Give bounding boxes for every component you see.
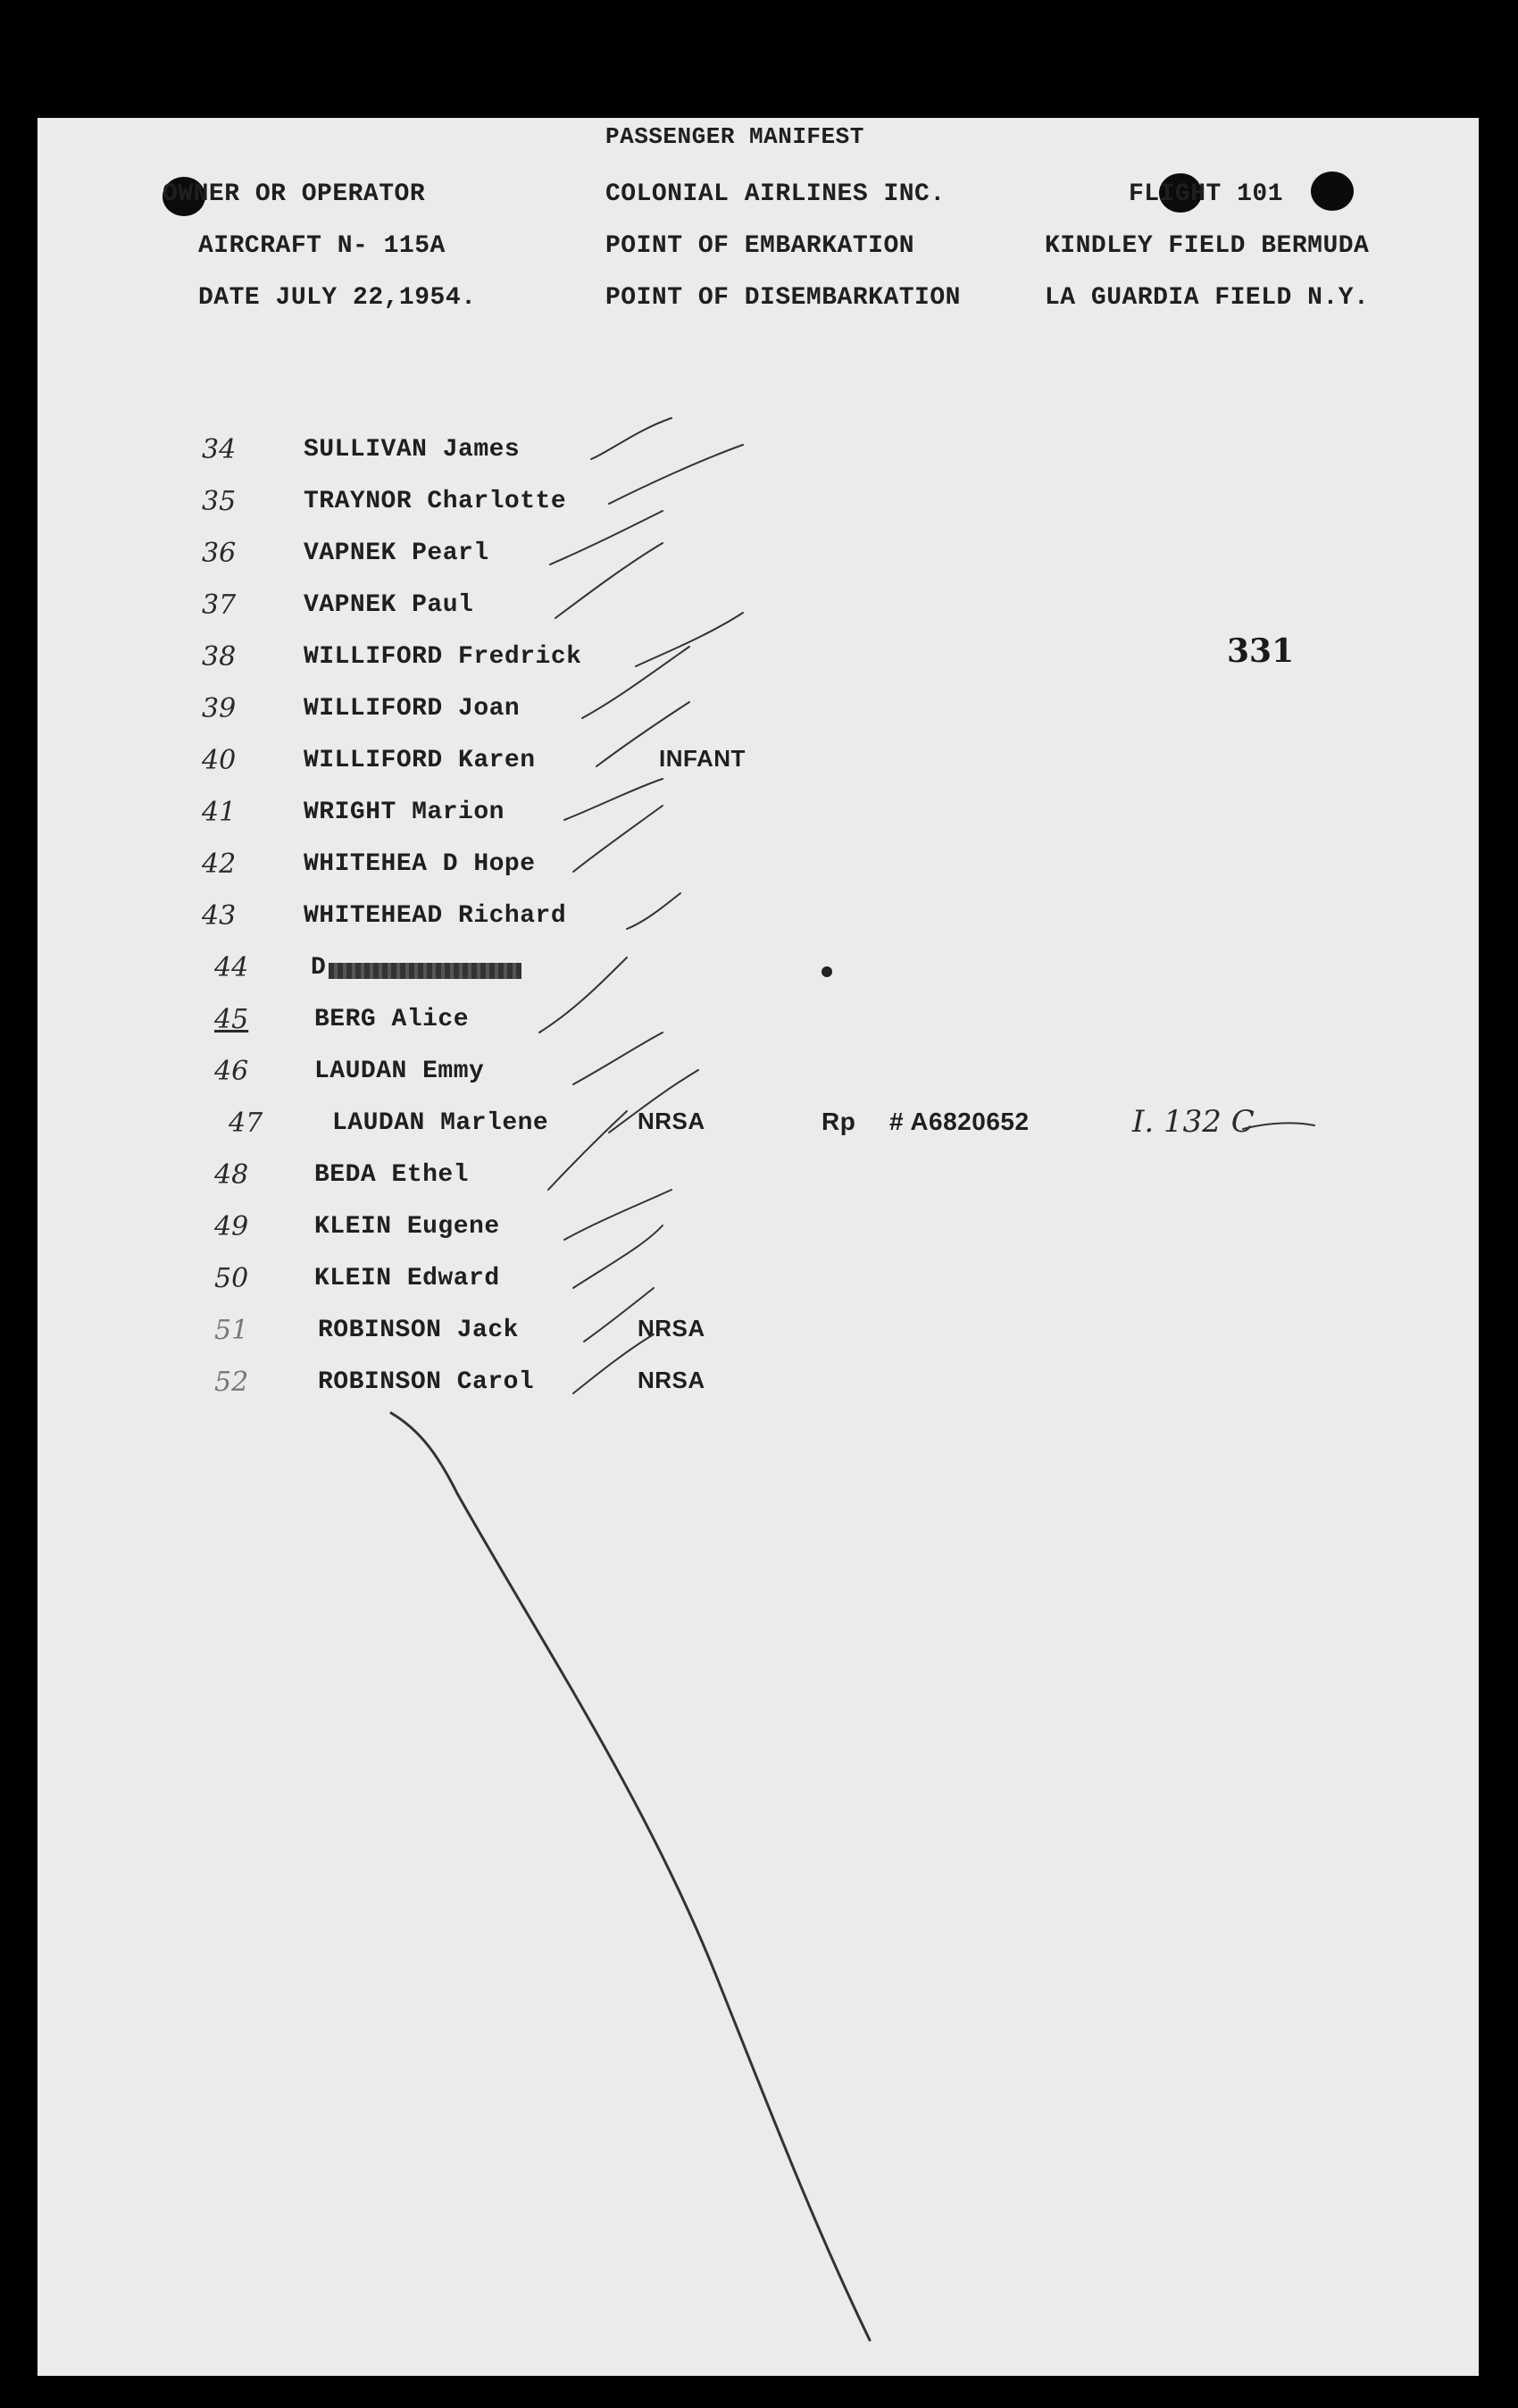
- passenger-name: TRAYNOR Charlotte: [304, 488, 567, 515]
- check-mark-icon: [564, 1190, 671, 1240]
- check-mark-icon: [555, 543, 663, 618]
- row-number: 46: [214, 1056, 249, 1087]
- passenger-name: WILLIFORD Fredrick: [304, 643, 582, 671]
- row-number: 34: [202, 434, 237, 465]
- disembarkation-value: LA GUARDIA FIELD N.Y.: [1045, 284, 1370, 312]
- manifest-date: DATE JULY 22,1954.: [198, 284, 477, 312]
- check-mark-icon: [548, 1111, 627, 1190]
- check-mark-icon: [609, 445, 743, 504]
- passenger-name: ROBINSON Carol: [318, 1368, 535, 1396]
- row-number: 42: [202, 849, 237, 880]
- row-number: 45: [214, 1004, 249, 1035]
- row-number: 48: [214, 1159, 249, 1191]
- passenger-name: SULLIVAN James: [304, 436, 521, 464]
- passport-label: Rp: [822, 1108, 856, 1135]
- passport-number: # A6820652: [889, 1108, 1030, 1135]
- row-number: 51: [214, 1315, 249, 1346]
- check-mark-icon: [573, 1033, 663, 1084]
- passenger-name: LAUDAN Emmy: [314, 1058, 485, 1085]
- row-number: 38: [202, 641, 237, 673]
- row-number: 37: [202, 589, 237, 621]
- row-number: 39: [202, 693, 237, 724]
- pen-marks: [38, 118, 1479, 2376]
- passenger-name: KLEIN Edward: [314, 1265, 500, 1292]
- row-number: 36: [202, 538, 237, 569]
- check-mark-icon: [582, 647, 689, 718]
- flight-number: FLIGHT 101: [1129, 180, 1284, 208]
- check-mark-icon: [573, 1225, 663, 1288]
- long-pen-line: [391, 1413, 870, 2340]
- row-number: 49: [214, 1211, 249, 1242]
- row-number: 52: [214, 1367, 249, 1398]
- passenger-name: LAUDAN Marlene: [332, 1109, 549, 1137]
- check-mark-icon: [550, 511, 663, 564]
- ink-dot: [822, 966, 832, 977]
- passenger-name: VAPNEK Pearl: [304, 539, 489, 567]
- row-number: 43: [202, 900, 237, 932]
- passenger-name: D: [311, 954, 327, 982]
- row-number: 40: [202, 745, 237, 776]
- passenger-note: NRSA: [638, 1315, 705, 1342]
- immigration-code: I. 132 C: [1132, 1104, 1255, 1140]
- page-stamp-number: 331: [1227, 632, 1295, 670]
- embarkation-value: KINDLEY FIELD BERMUDA: [1045, 232, 1370, 260]
- passenger-name: WILLIFORD Joan: [304, 695, 521, 723]
- passenger-name: WILLIFORD Karen: [304, 747, 536, 774]
- check-mark-icon: [539, 957, 627, 1033]
- row-number: 35: [202, 486, 237, 517]
- manifest-title: PASSENGER MANIFEST: [605, 123, 864, 150]
- passenger-name: KLEIN Eugene: [314, 1213, 500, 1241]
- passenger-name: WHITEHEA D Hope: [304, 850, 536, 878]
- passenger-name: WRIGHT Marion: [304, 798, 505, 826]
- passenger-name: VAPNEK Paul: [304, 591, 474, 619]
- passenger-name: BERG Alice: [314, 1006, 470, 1033]
- check-mark-icon: [564, 779, 663, 820]
- passenger-name: WHITEHEAD Richard: [304, 902, 567, 930]
- owner-value: COLONIAL AIRLINES INC.: [605, 180, 946, 208]
- row-number: 50: [214, 1263, 249, 1294]
- passenger-note: NRSA: [638, 1367, 705, 1393]
- owner-label: OWNER OR OPERATOR: [163, 180, 426, 208]
- check-mark-icon: [627, 893, 680, 929]
- aircraft: AIRCRAFT N- 115A: [198, 232, 446, 260]
- redacted-name: [329, 963, 521, 979]
- check-mark-icon: [636, 613, 743, 666]
- manifest-page: [38, 118, 1479, 2376]
- passenger-note: NRSA: [638, 1108, 705, 1134]
- check-mark-icon: [591, 418, 671, 459]
- row-number: 41: [202, 797, 237, 828]
- embarkation-label: POINT OF EMBARKATION: [605, 232, 915, 260]
- check-mark-icon: [573, 806, 663, 872]
- passenger-name: ROBINSON Jack: [318, 1317, 519, 1344]
- passenger-note: INFANT: [659, 745, 746, 772]
- row-number: 47: [229, 1108, 263, 1139]
- punch-hole: [1311, 171, 1354, 211]
- row-number: 44: [214, 952, 249, 983]
- disembarkation-label: POINT OF DISEMBARKATION: [605, 284, 961, 312]
- passenger-name: BEDA Ethel: [314, 1161, 470, 1189]
